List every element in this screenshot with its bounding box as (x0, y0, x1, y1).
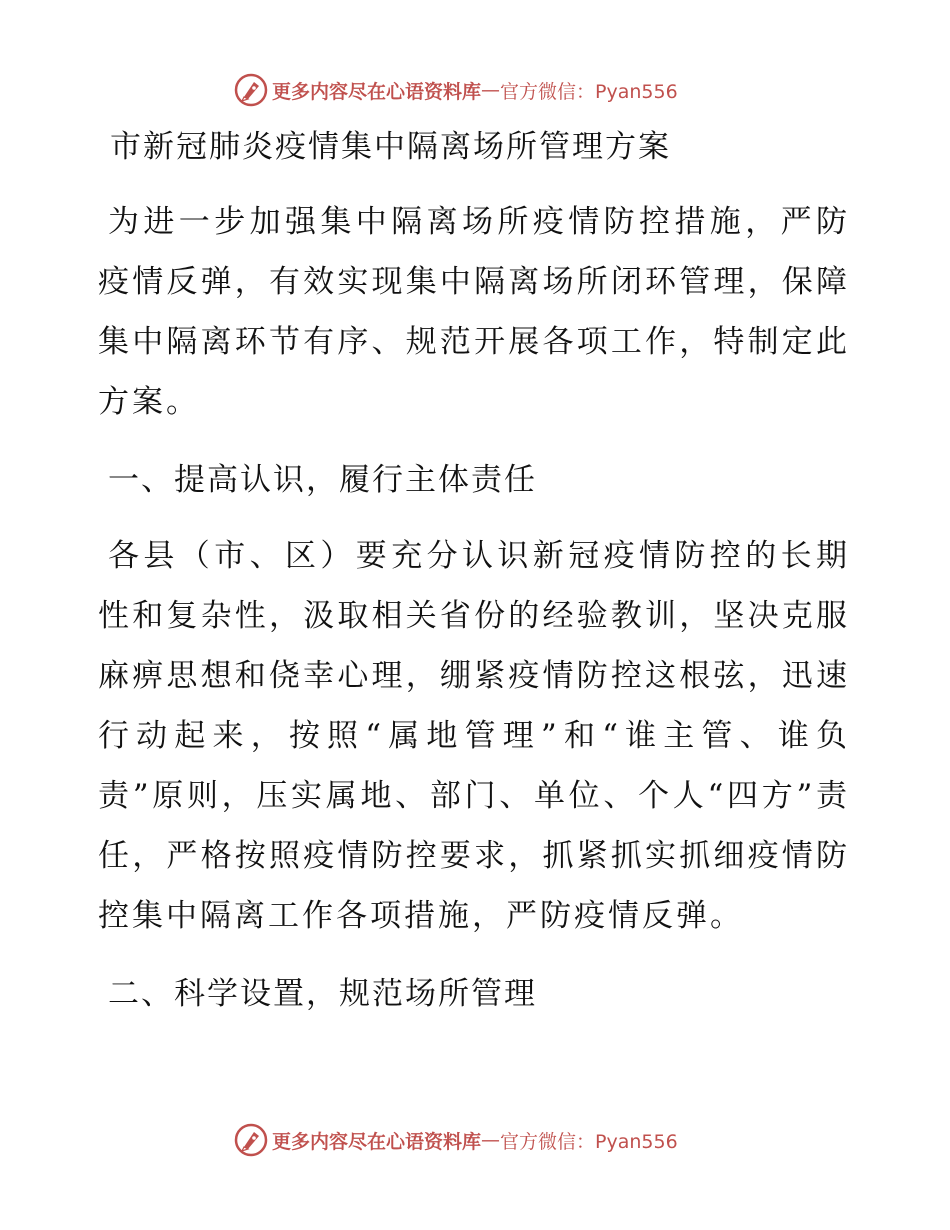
header-watermark (234, 72, 754, 108)
pen-nib-logo-icon (234, 73, 268, 107)
pen-nib-logo-icon (234, 1123, 268, 1157)
watermark-contact: 官方微信：Pyan556 (500, 1130, 678, 1153)
footer-watermark (234, 1122, 754, 1158)
watermark-contact: 官方微信：Pyan556 (500, 80, 678, 103)
document-body (98, 118, 850, 1024)
section-1-heading: 一、提高认识，履行主体责任 (108, 462, 537, 498)
section-2-heading: 二、科学设置，规范场所管理 (108, 976, 537, 1012)
document-title: 市新冠肺炎疫情集中隔离场所管理方案 (110, 129, 671, 165)
watermark-text: 更多内容尽在心语资料库 (272, 80, 482, 103)
watermark-text: 更多内容尽在心语资料库 (272, 1130, 482, 1153)
intro-paragraph: 为进一步加强集中隔离场所疫情防控措施，严防疫情反弹，有效实现集中隔离场所闭环管理，保障集中隔离环节有序、规范开展各项工作，特制定此方案。 (98, 204, 850, 420)
section-1-paragraph: 各县（市、区）要充分认识新冠疫情防控的长期性和复杂性，汲取相关省份的经验教训，坚决克服麻痹思想和侥幸心理，绷紧疫情防控这根弦，迅速行动起来，按照“属地管理”和“谁主管、谁负责”原则，压实属地、部门、单位、个人“四方”责任，严格按照疫情防控要求，抓紧抓实抓细疫情防控集中隔离工作各项措施，严防疫情反弹。 (98, 538, 850, 934)
watermark-separator: — (481, 1129, 501, 1151)
watermark-separator: — (481, 79, 501, 101)
